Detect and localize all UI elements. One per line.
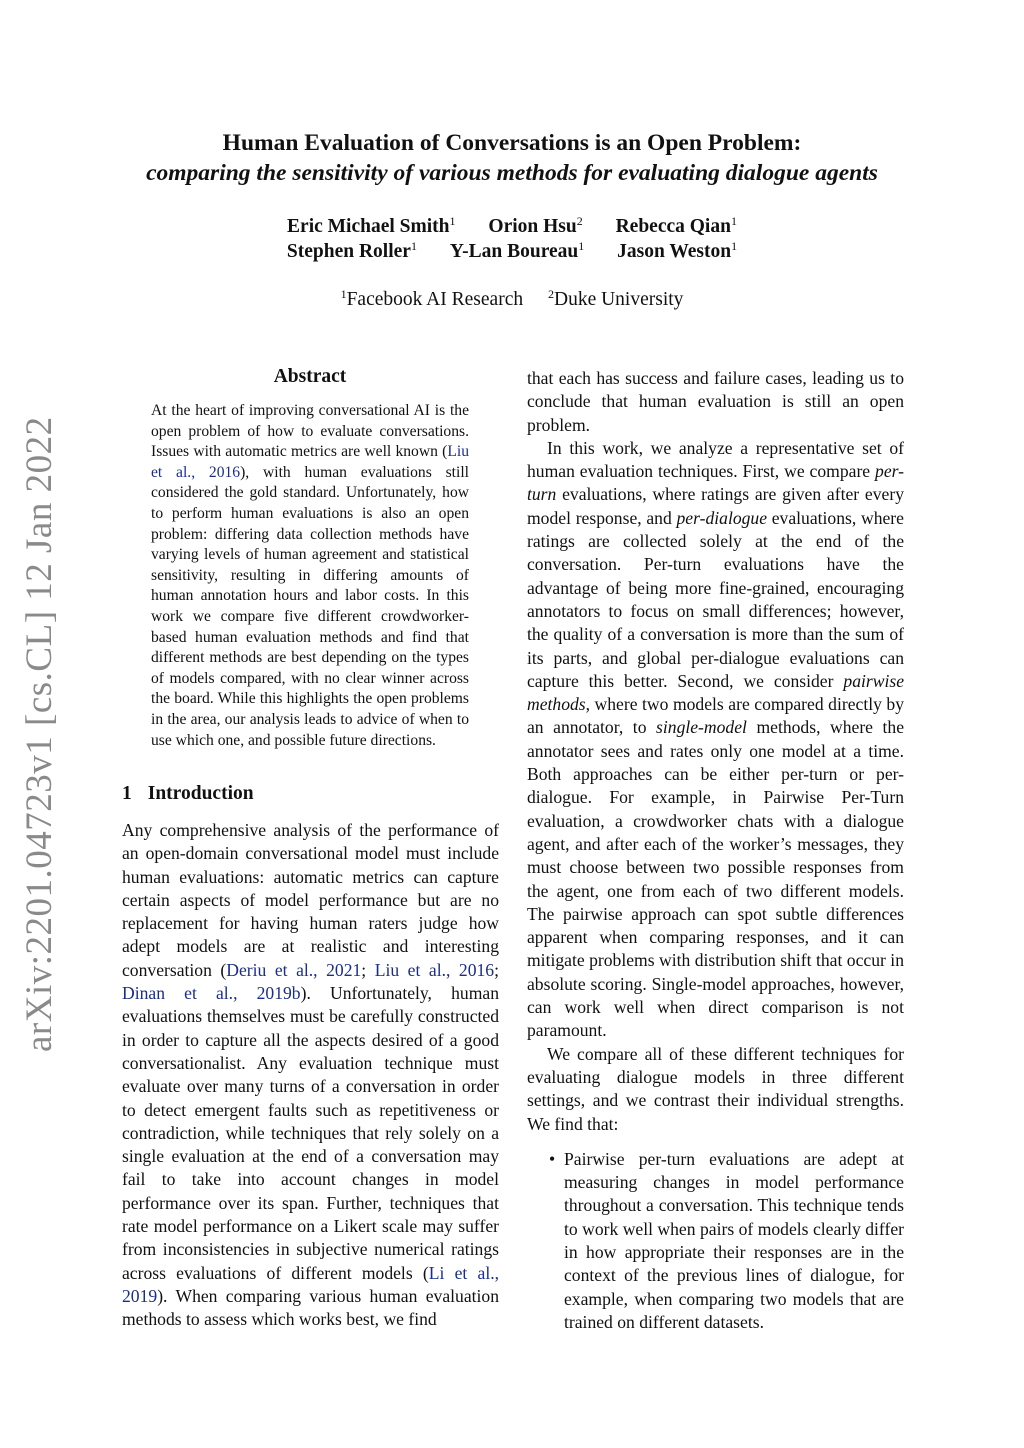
abstract-body: At the heart of improving conversational AI is the open problem of how to evaluate conversations. Issues with automatic metrics are well known (Liu et al., 2016), with human evaluations still considered the gold standard. Unfortunately, how to perform human evaluations is also an open problem: differing data collection methods have varying levels of human agreement and statistical sensitivity, resulting in differing amounts of human annotation hours and labor costs. In this work we compare five different crowdworker-based human evaluation methods and find that different methods are best depending on the types of models compared, with no clear winner across the board. While this highlights the open problems in the area, our analysis leads to advice of when to use which one, and possible future directions. — [151, 402, 469, 749]
author: Y-Lan Boureau$^1$ — [449, 239, 585, 262]
arxiv-identifier: arXiv:2201.04723v1 [cs.CL] 12 Jan 2022 — [19, 416, 60, 1052]
section-heading: 1 Introduction — [122, 783, 254, 804]
citation-link[interactable]: Liu et al., 2016 — [374, 959, 495, 980]
intro-paragraph: We compare all of these different techniques for evaluating dialogue models in three different settings, and we contrast their individual strengths. We find that: — [527, 1043, 904, 1134]
author: Orion Hsu$^2$ — [488, 214, 583, 237]
author: Jason Weston$^1$ — [617, 239, 738, 262]
author: Rebecca Qian$^1$ — [615, 214, 737, 237]
author-line-2 — [0, 241, 1024, 263]
author: Stephen Roller$^1$ — [286, 239, 417, 262]
paper-subtitle: comparing the sensitivity of various methods for evaluating dialogue agents — [146, 160, 878, 186]
paper-title: Human Evaluation of Conversations is an Open Problem: — [222, 130, 802, 156]
citation-link[interactable]: Liu et al., 2016 — [151, 443, 469, 481]
abstract-heading: Abstract — [273, 366, 347, 387]
affiliation: $^2$Duke University — [547, 287, 684, 310]
right-column — [527, 367, 904, 1334]
left-column — [122, 819, 499, 1332]
affiliation: $^1$Facebook AI Research — [340, 287, 524, 310]
finding-bullet: • Pairwise per-turn evaluations are adept at measuring changes in model performance throughout a conversation. This technique tends to work well when pairs of models clearly differ in how appropriate their responses are in the context of the previous lines of dialogue, for example, when comparing two models that are trained on different datasets. — [549, 1148, 904, 1332]
intro-paragraph: In this work, we analyze a representative set of human evaluation techniques. First, we compare per-turn evaluations, where ratings are given after every model response, and per-dialogue evaluations, where ratings are collected solely at the end of the conversation. Per-turn evaluations have the advantage of being more fine-grained, encouraging annotators to focus on small differences; however, the quality of a conversation is more than the sum of its parts, and global per-dialogue evaluations can capture this better. Second, we consider pairwise methods, where two models are compared directly by an annotator, to single-model methods, where the annotator sees and rates only one model at a time. Both approaches can be either per-turn or per-dialogue. For example, in Pairwise Per-Turn evaluation, a crowdworker chats with a dialogue agent, and after each of the worker’s messages, they must choose between two possible responses from the agent, one from each of two different models. The pairwise approach can spot subtle differences apparent when comparing responses, and it can mitigate problems with distribution shift that occur in absolute scoring. Single-model approaches, however, can work well when direct comparison is not paramount. — [527, 437, 905, 1041]
affiliations — [0, 289, 1024, 311]
citation-link[interactable]: Deriu et al., 2021 — [226, 959, 362, 980]
bullet-icon: • — [549, 1148, 556, 1169]
intro-paragraph: Any comprehensive analysis of the performance of an open-domain conversational model must include human evaluations: automatic metrics can capture certain aspects of model performance but are no replacement for having human raters judge how adept models are at realistic and interesting conversation (Deriu et al., 2021; Liu et al., 2016; Dinan et al., 2019b). Unfortunately, human evaluations themselves must be carefully constructed in order to capture all the aspects desired of a good conversationalist. Any evaluation technique must evaluate over many turns of a conversation in order to detect emergent faults such as repetitiveness or contradiction, while techniques that rely solely on a single evaluation at the end of a conversation may fail to take into account changes in model performance over its span. Further, techniques that rate model performance on a Likert scale may suffer from inconsistencies in subjective numerical ratings across evaluations of different models (Li et al., 2019). When comparing various human evaluation methods to assess which works best, we find — [122, 820, 500, 1330]
author: Eric Michael Smith$^1$ — [287, 214, 456, 237]
citation-link[interactable]: Li et al., 2019 — [122, 1262, 500, 1306]
author-line-1 — [0, 216, 1024, 238]
citation-link[interactable]: Dinan et al., 2019b — [122, 983, 301, 1004]
intro-paragraph-continued: that each has success and failure cases, leading us to conclude that human evaluation is still an open problem. — [527, 368, 904, 435]
